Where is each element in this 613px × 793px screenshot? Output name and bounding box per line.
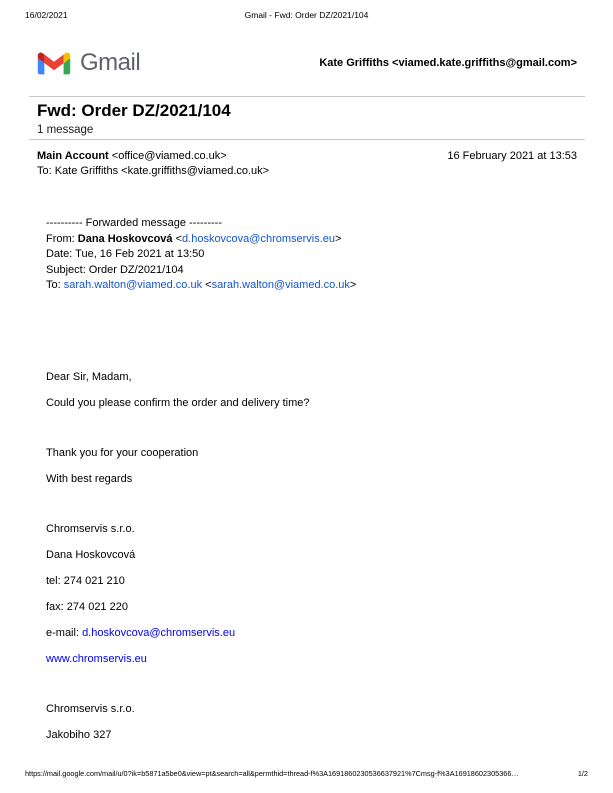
from-email: <office@viamed.co.uk> [108, 150, 227, 162]
gmail-logo [37, 49, 140, 77]
gmail-m-envelope-icon [37, 50, 71, 76]
divider-rule-bottom [29, 139, 585, 140]
forwarded-from-email-link[interactable]: d.hoskovcova@chromservis.eu [182, 232, 336, 245]
forwarded-to-line [46, 278, 356, 294]
signature-company: Chromservis s.r.o. [46, 523, 135, 535]
print-doc-title: Gmail - Fwd: Order DZ/2021/104 [244, 10, 369, 20]
greeting-line: Dear Sir, Madam, [46, 371, 132, 383]
from-name: Main Account [37, 150, 109, 162]
divider-rule-top [29, 96, 585, 97]
signature-email-label: e-mail: [46, 627, 83, 639]
forwarded-divider: ---------- Forwarded message --------- [46, 217, 222, 229]
masthead [37, 46, 577, 80]
forwarded-date-line: Date: Tue, 16 Feb 2021 at 13:50 [46, 248, 205, 260]
thanks-line: Thank you for your cooperation [46, 447, 199, 459]
print-header [25, 10, 588, 20]
signature-address: Jakobiho 327 [46, 729, 112, 741]
request-line: Could you please confirm the order and delivery time? [46, 397, 310, 409]
to-line: To: Kate Griffiths <kate.griffiths@viamed.co.uk> [37, 165, 270, 177]
print-footer [25, 769, 588, 778]
bracket-open: < [172, 232, 183, 245]
email-subject-title: Fwd: Order DZ/2021/104 [37, 101, 231, 120]
signature-website-link[interactable]: www.chromservis.eu [46, 653, 147, 665]
forwarded-to-email-link-bracketed[interactable]: sarah.walton@viamed.co.uk [211, 279, 350, 291]
bracket-close: > [335, 232, 342, 245]
subject-block [37, 101, 231, 136]
signature-company-2: Chromservis s.r.o. [46, 703, 135, 715]
print-footer-page-indicator: 1/2 [577, 769, 588, 778]
signature-website-line [46, 653, 573, 666]
signature-email-link[interactable]: d.hoskovcova@chromservis.eu [82, 627, 236, 639]
signature-tel: tel: 274 021 210 [46, 575, 125, 587]
forwarded-from-name: Dana Hoskovcová [77, 232, 173, 245]
message-meta [37, 149, 577, 179]
signature-fax: fax: 274 021 220 [46, 601, 128, 613]
gmail-wordmark: Gmail [80, 49, 141, 76]
meta-left [37, 149, 269, 179]
forwarded-subject-line: Subject: Order DZ/2021/104 [46, 263, 184, 276]
forwarded-from-line [46, 232, 356, 248]
email-body [46, 371, 573, 755]
bracket-close: > [349, 279, 357, 291]
print-footer-url: https://mail.google.com/mail/u/0?ik=b5871a5be0&view=pt&search=all&permthid=thread-f%3A1691860230536637921%7Cmsg-f%3A16918602305366… [25, 769, 519, 778]
bracket-open: < [202, 279, 212, 291]
print-date: 16/02/2021 [25, 10, 68, 20]
regards-line: With best regards [46, 473, 133, 485]
signature-name: Dana Hoskovcová [46, 549, 136, 561]
forwarded-from-label: From: [46, 232, 78, 245]
forwarded-to-label: To: [46, 279, 64, 291]
message-date: 16 February 2021 at 13:53 [447, 150, 577, 162]
message-count: 1 message [37, 124, 94, 136]
from-line [37, 149, 269, 164]
forwarded-to-email-link[interactable]: sarah.walton@viamed.co.uk [63, 279, 203, 291]
signature-email-line [46, 627, 573, 640]
forwarded-header [46, 216, 356, 294]
account-owner: Kate Griffiths <viamed.kate.griffiths@gmail.com> [319, 57, 577, 69]
